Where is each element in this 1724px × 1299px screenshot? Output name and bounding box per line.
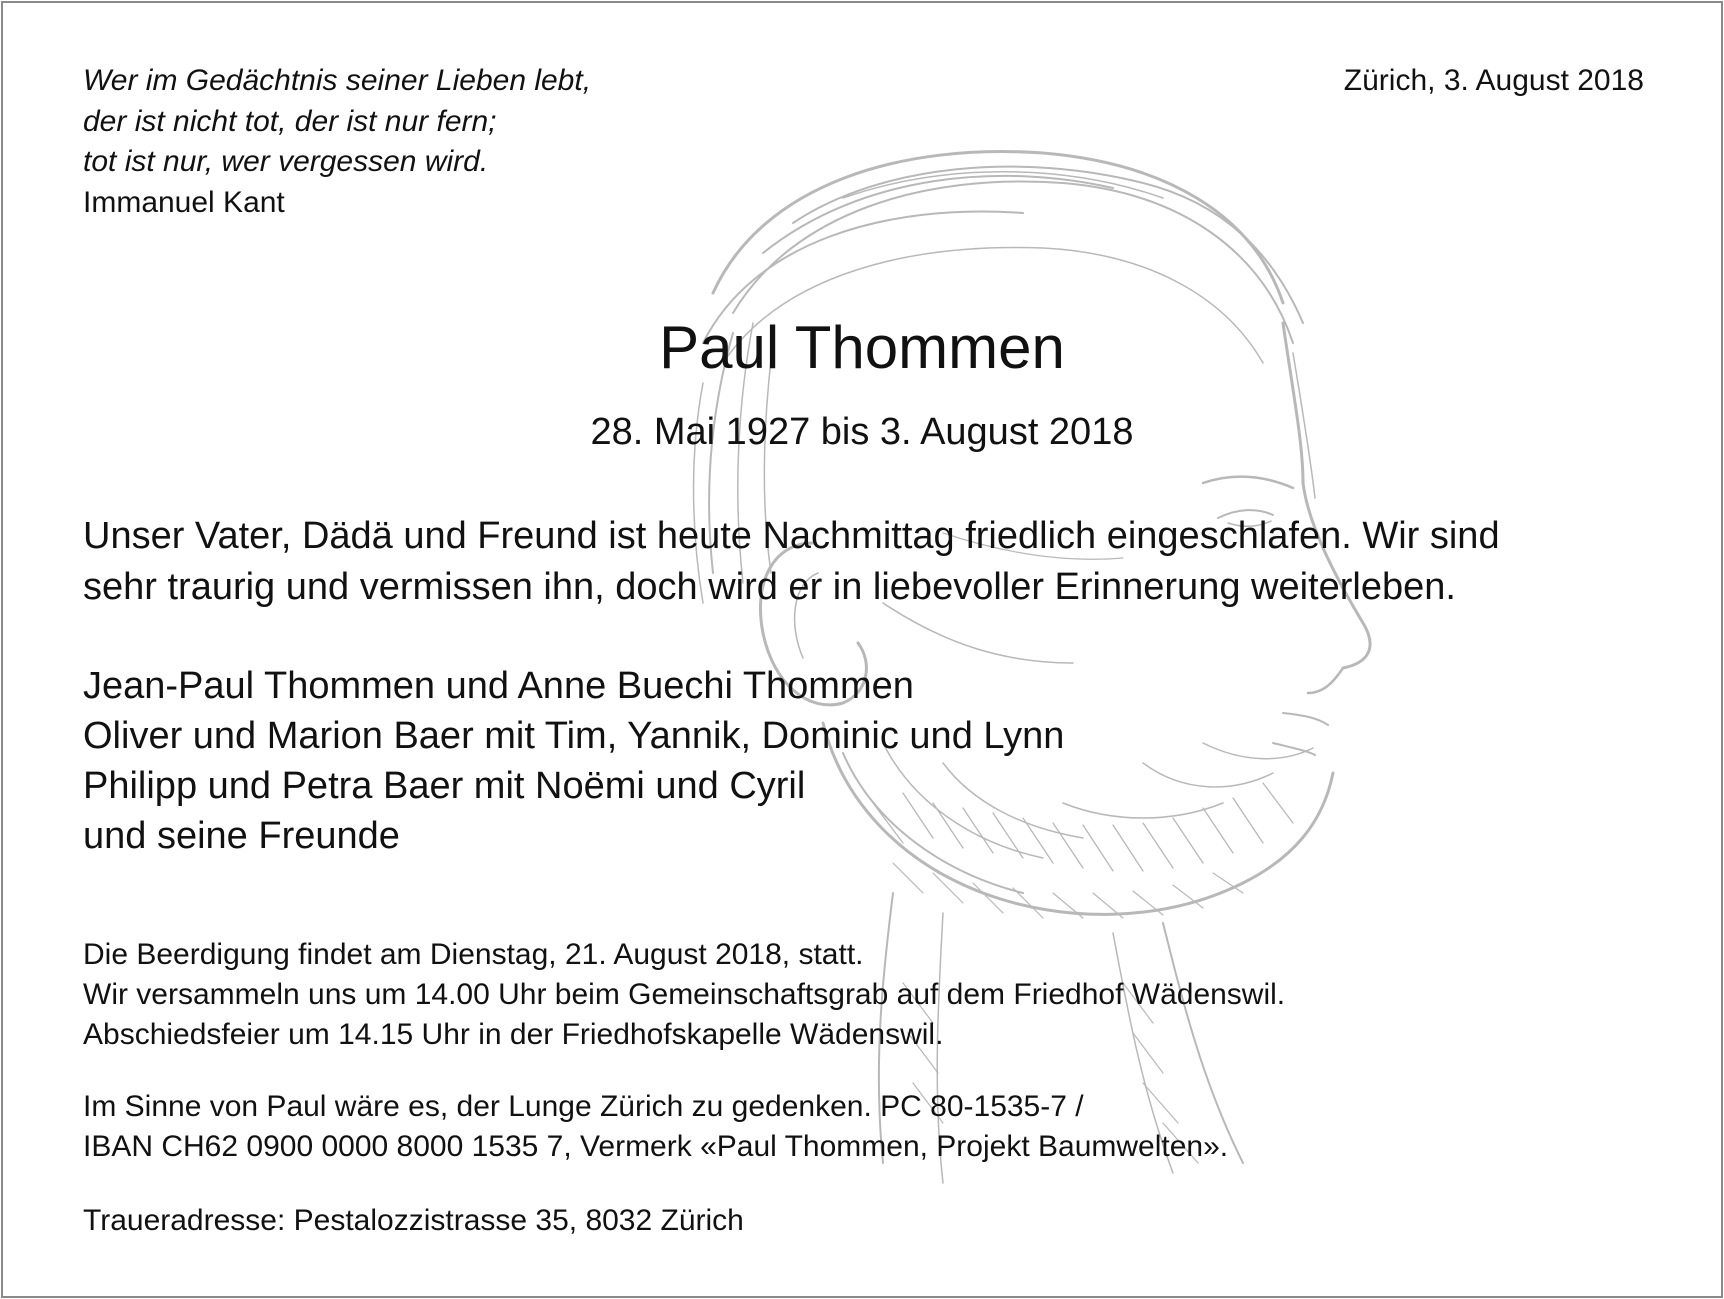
quote-line: der ist nicht tot, der ist nur fern; [83, 104, 497, 138]
quote-block [83, 61, 591, 223]
obituary-message [83, 511, 1500, 612]
message-line: Unser Vater, Dädä und Freund ist heute Nachmittag friedlich eingeschlafen. Wir sind [83, 515, 1500, 557]
funeral-details [83, 935, 1285, 1055]
quote-line: Wer im Gedächtnis seiner Lieben lebt, [83, 64, 592, 97]
mourner-line: Oliver und Marion Baer mit Tim, Yannik, Dominic und Lynn [83, 715, 1065, 757]
mourning-address: Traueradresse: Pestalozzistrasse 35, 8032 Zürich [83, 1204, 744, 1237]
donation-details [83, 1087, 1228, 1167]
deceased-name: Paul Thommen [659, 314, 1065, 381]
place-date: Zürich, 3. August 2018 [1343, 64, 1644, 97]
mourner-line: Philipp und Petra Baer mit Noëmi und Cyril [83, 765, 806, 807]
funeral-line: Wir versammeln uns um 14.00 Uhr beim Gemeinschaftsgrab auf dem Friedhof Wädenswil. [83, 978, 1286, 1011]
funeral-line: Abschiedsfeier um 14.15 Uhr in der Friedhofskapelle Wädenswil. [83, 1018, 944, 1051]
mourner-line: und seine Freunde [83, 815, 400, 857]
mourners-list [83, 661, 1064, 861]
donation-line: IBAN CH62 0900 0000 8000 1535 7, Vermerk «Paul Thommen, Projekt Baumwelten». [83, 1130, 1229, 1163]
quote-author: Immanuel Kant [83, 185, 285, 219]
mourner-line: Jean-Paul Thommen und Anne Buechi Thommen [83, 665, 914, 707]
funeral-line: Die Beerdigung findet am Dienstag, 21. August 2018, statt. [83, 938, 864, 971]
life-dates: 28. Mai 1927 bis 3. August 2018 [590, 411, 1134, 453]
quote-line: tot ist nur, wer vergessen wird. [83, 145, 489, 178]
donation-line: Im Sinne von Paul wäre es, der Lunge Zürich zu gedenken. PC 80-1535-7 / [83, 1090, 1084, 1123]
obituary-card [1, 1, 1723, 1298]
message-line: sehr traurig und vermissen ihn, doch wird er in liebevoller Erinnerung weiterleben. [83, 565, 1456, 608]
